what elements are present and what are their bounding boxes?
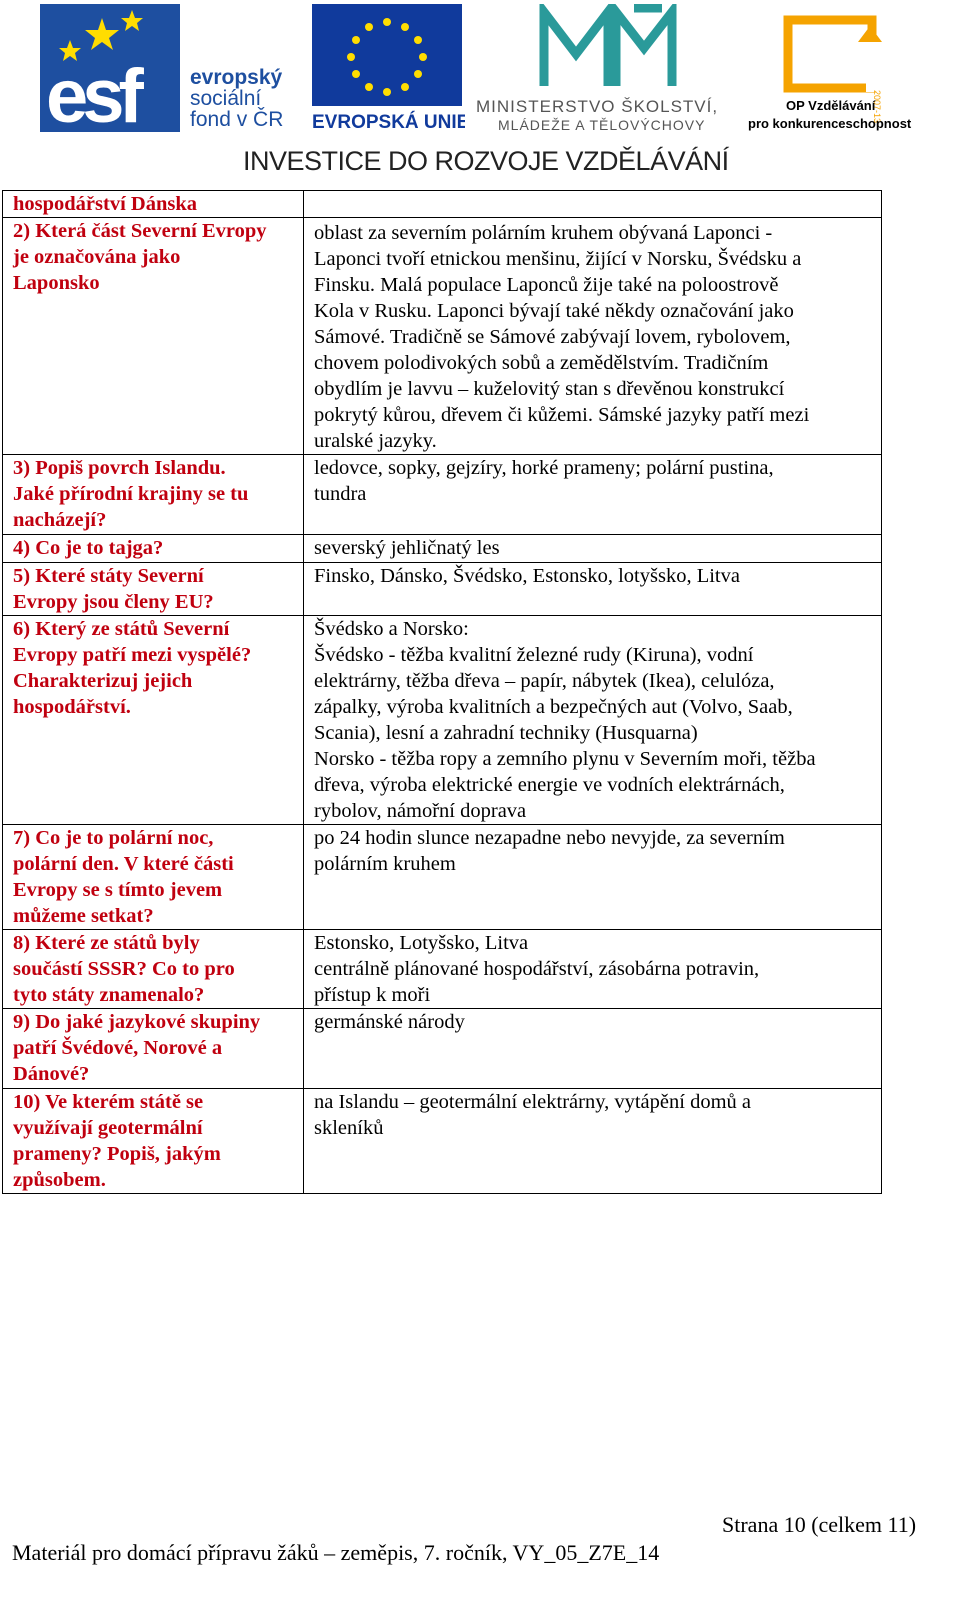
question-cell: [3, 825, 304, 930]
question-cell: [3, 191, 304, 218]
qa-table: [2, 190, 882, 1194]
question-line: součástí SSSR? Co to pro: [13, 958, 235, 980]
op-logo: [746, 4, 918, 134]
answer-line: na Islandu – geotermální elektrárny, vytápění domů a: [314, 1091, 751, 1113]
question-line: tyto státy znamenalo?: [13, 984, 205, 1006]
question-cell: [3, 455, 304, 535]
question-cell: [3, 1009, 304, 1089]
answer-cell: [304, 616, 882, 825]
question-line: 5) Které státy Severní: [13, 565, 204, 587]
table-row: [3, 825, 882, 930]
table-row: [3, 930, 882, 1009]
answer-line: chovem polodivokých sobů a zemědělstvím. Tradičním: [314, 352, 769, 374]
msmt-line-2: MLÁDEŽE A TĚLOVÝCHOVY: [498, 117, 706, 133]
esf-logo: [40, 4, 300, 134]
question-line: můžeme setkat?: [13, 905, 154, 927]
answer-line: tundra: [314, 483, 367, 505]
question-line: 10) Ve kterém státě se: [13, 1091, 204, 1113]
question-cell: [3, 1089, 304, 1194]
question-line: využívají geotermální: [13, 1117, 203, 1139]
question-line: Dánové?: [13, 1063, 90, 1085]
page-number: Strana 10 (celkem 11): [722, 1512, 917, 1537]
question-line: Laponsko: [13, 272, 100, 294]
answer-line: severský jehličnatý les: [314, 537, 500, 559]
msmt-logo: [474, 4, 736, 134]
op-years: 2007-13: [872, 90, 882, 124]
material-footer: Materiál pro domácí přípravu žáků – zeměpis, 7. ročník, VY_05_Z7E_14: [12, 1540, 660, 1565]
esf-line-3: fond v ČR: [190, 108, 284, 131]
question-line: Evropy se s tímto jevem: [13, 879, 223, 901]
op-graphic: [746, 4, 918, 134]
answer-cell: [304, 825, 882, 930]
question-line: 4) Co je to tajga?: [13, 537, 164, 559]
question-cell: [3, 563, 304, 616]
answer-line: přístup k moři: [314, 984, 431, 1006]
question-line: 9) Do jaké jazykové skupiny: [13, 1011, 261, 1033]
answer-cell: [304, 1089, 882, 1194]
logo-header: [0, 0, 960, 185]
answer-line: elektrárny, těžba dřeva – papír, nábytek (Ikea), celulóza,: [314, 670, 775, 692]
answer-line: ledovce, sopky, gejzíry, horké prameny; polární pustina,: [314, 457, 774, 479]
answer-line: Finsko, Dánsko, Švédsko, Estonsko, lotyšsko, Litva: [314, 565, 740, 587]
table-row: [3, 191, 882, 218]
answer-cell: [304, 535, 882, 563]
answer-line: Laponci tvoří etnickou menšinu, žijící v Norsku, Švédsku a: [314, 248, 802, 270]
answer-line: Švédsko - těžba kvalitní železné rudy (Kiruna), vodní: [314, 644, 754, 666]
answer-line: rybolov, námořní doprava: [314, 800, 527, 822]
msmt-line-1: MINISTERSTVO ŠKOLSTVÍ,: [476, 97, 719, 116]
question-line: 6) Který ze států Severní: [13, 618, 230, 640]
answer-line: zápalky, výroba kvalitních a bezpečných aut (Volvo, Saab,: [314, 696, 793, 718]
esf-logo-graphic: [40, 4, 300, 134]
question-line: prameny? Popiš, jakým: [13, 1143, 221, 1165]
eu-flag-graphic: [310, 4, 465, 134]
question-cell: [3, 218, 304, 455]
esf-letters: esf: [46, 54, 138, 134]
answer-line: Sámové. Tradičně se Sámové zabývají lovem, rybolovem,: [314, 326, 791, 348]
investice-slogan: INVESTICE DO ROZVOJE VZDĚLÁVÁNÍ: [243, 146, 729, 176]
table-row: [3, 455, 882, 535]
question-cell: [3, 616, 304, 825]
question-line: Jaké přírodní krajiny se tu: [13, 483, 249, 505]
answer-cell: [304, 563, 882, 616]
question-line: 8) Které ze států byly: [13, 932, 200, 954]
question-line: nacházejí?: [13, 509, 107, 531]
answer-line: skleníků: [314, 1117, 384, 1139]
question-line: Charakterizuj jejich: [13, 670, 193, 692]
answer-line: po 24 hodin slunce nezapadne nebo nevyjde, za severním: [314, 827, 785, 849]
answer-line: polárním kruhem: [314, 853, 456, 875]
answer-line: Švédsko a Norsko:: [314, 618, 469, 640]
qa-table-body: [3, 191, 882, 1194]
question-line: je označována jako: [13, 246, 181, 268]
eu-logo: [310, 4, 465, 134]
answer-line: pokrytý kůrou, dřevem či kůžemi. Sámské jazyky patří mezi: [314, 404, 810, 426]
op-line-2: pro konkurenceschopnost: [748, 116, 912, 131]
eu-label: EVROPSKÁ UNIE: [312, 112, 465, 133]
esf-line-1: evropský: [190, 66, 283, 89]
answer-line: obydlím je lavvu – kuželovitý stan s dřevěnou konstrukcí: [314, 378, 785, 400]
answer-cell: [304, 191, 882, 218]
answer-line: Scania), lesní a zahradní techniky (Husquarna): [314, 722, 698, 744]
answer-cell: [304, 455, 882, 535]
table-row: [3, 616, 882, 825]
answer-line: Kola v Rusku. Laponci bývají také někdy označování jako: [314, 300, 794, 322]
question-cell: [3, 535, 304, 563]
table-row: [3, 535, 882, 563]
question-line: polární den. V které části: [13, 853, 234, 875]
question-line: hospodářství Dánska: [13, 193, 197, 215]
table-row: [3, 563, 882, 616]
answer-line: dřeva, výroba elektrické energie ve vodních elektrárnách,: [314, 774, 785, 796]
answer-cell: [304, 930, 882, 1009]
msmt-graphic: [474, 4, 736, 134]
table-row: [3, 1089, 882, 1194]
op-line-1: OP Vzdělávání: [786, 98, 876, 113]
question-line: 2) Která část Severní Evropy: [13, 220, 267, 242]
answer-line: germánské národy: [314, 1011, 465, 1033]
question-line: způsobem.: [13, 1169, 106, 1191]
answer-line: Estonsko, Lotyšsko, Litva: [314, 932, 529, 954]
question-line: 7) Co je to polární noc,: [13, 827, 214, 849]
answer-line: oblast za severním polárním kruhem obývaná Laponci -: [314, 222, 773, 244]
table-row: [3, 218, 882, 455]
question-cell: [3, 930, 304, 1009]
esf-line-2: sociální: [190, 87, 262, 110]
answer-cell: [304, 1009, 882, 1089]
question-line: 3) Popiš povrch Islandu.: [13, 457, 226, 479]
question-line: hospodářství.: [13, 696, 131, 718]
table-row: [3, 1009, 882, 1089]
answer-line: uralské jazyky.: [314, 430, 437, 452]
question-line: Evropy jsou členy EU?: [13, 591, 214, 613]
answer-cell: [304, 218, 882, 455]
answer-line: Norsko - těžba ropy a zemního plynu v Severním moři, těžba: [314, 748, 816, 770]
answer-line: Finsku. Malá populace Laponců žije také na poloostrově: [314, 274, 779, 296]
question-line: Evropy patří mezi vyspělé?: [13, 644, 252, 666]
answer-line: centrálně plánované hospodářství, zásobárna potravin,: [314, 958, 760, 980]
question-line: patří Švédové, Norové a: [13, 1037, 223, 1059]
